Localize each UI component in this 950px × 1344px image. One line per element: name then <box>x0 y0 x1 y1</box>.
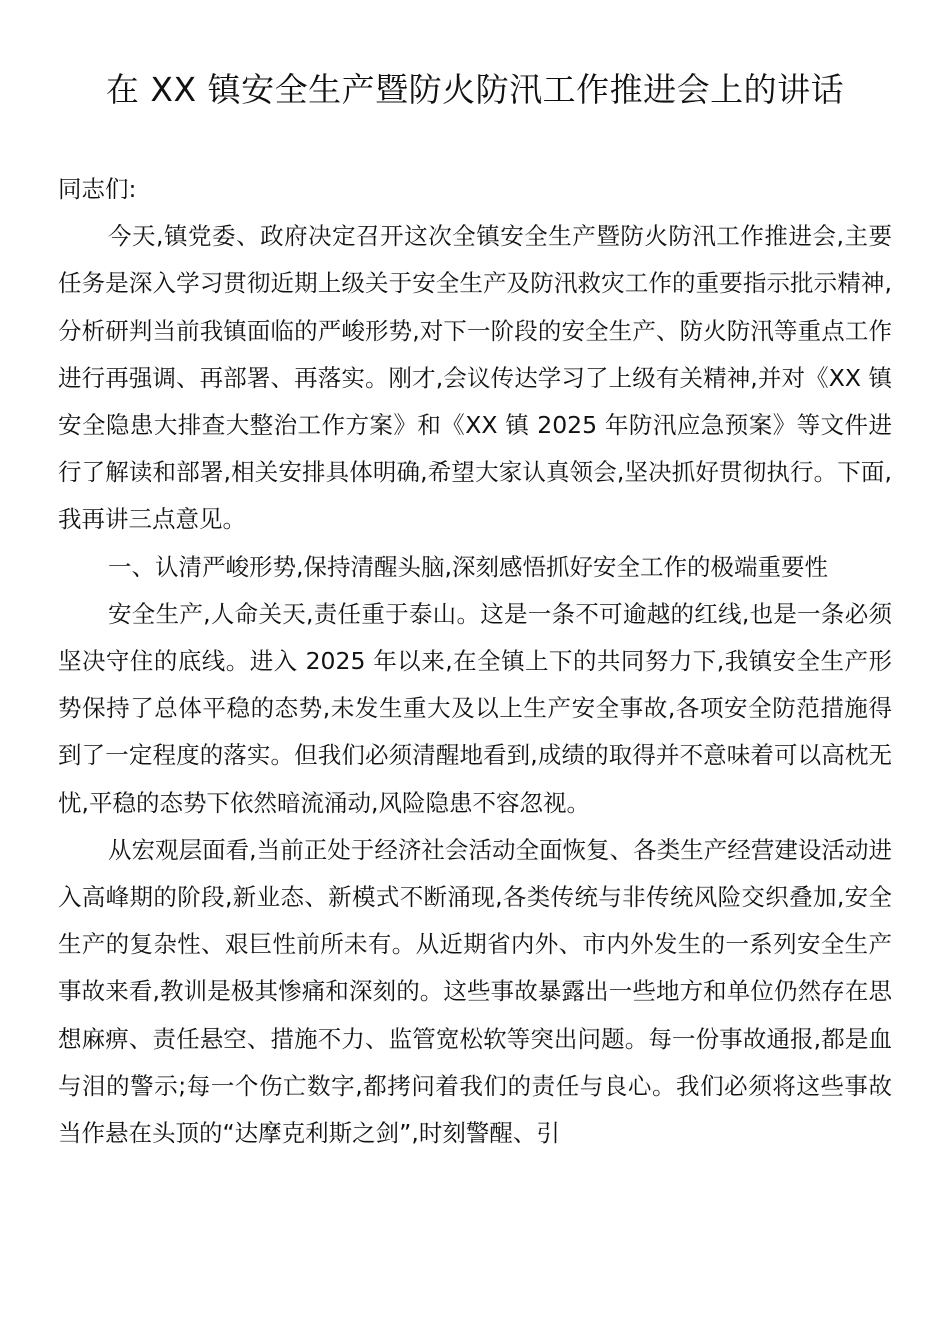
paragraph-intro: 今天,镇党委、政府决定召开这次全镇安全生产暨防火防汛工作推进会,主要任务是深入学习贯彻近期上级关于安全生产及防汛救灾工作的重要指示批示精神,分析研判当前我镇面临的严峻形势,对下一阶段的安全生产、防火防汛等重点工作进行再强调、再部署、再落实。刚才,会议传达学习了上级有关精神,并对《XX 镇安全隐患大排查大整治工作方案》和《XX 镇 2025 年防汛应急预案》等文件进行了解读和部署,相关安排具体明确,希望大家认真领会,坚决抓好贯彻执行。下面,我再讲三点意见。 <box>58 222 892 534</box>
document-body <box>58 166 892 1157</box>
section-heading: 一、认清严峻形势,保持清醒头脑,深刻感悟抓好安全工作的极端重要性 <box>108 552 828 581</box>
salutation: 同志们: <box>58 175 137 203</box>
document-title: 在 XX 镇安全生产暨防火防汛工作推进会上的讲话 <box>105 70 845 109</box>
paragraph-macro: 从宏观层面看,当前正处于经济社会活动全面恢复、各类生产经营建设活动进入高峰期的阶段,新业态、新模式不断涌现,各类传统与非传统风险交织叠加,安全生产的复杂性、艰巨性前所未有。从近期省内外、市内外发生的一系列安全生产事故来看,教训是极其惨痛和深刻的。这些事故暴露出一些地方和单位仍然存在思想麻痹、责任悬空、措施不力、监管宽松软等突出问题。每一份事故通报,都是血与泪的警示;每一个伤亡数字,都拷问着我们的责任与良心。我们必须将这些事故当作悬在头顶的“达摩克利斯之剑”,时刻警醒、引 <box>58 835 892 1148</box>
paragraph-safety: 安全生产,人命关天,责任重于泰山。这是一条不可逾越的红线,也是一条必须坚决守住的底线。进入 2025 年以来,在全镇上下的共同努力下,我镇安全生产形势保持了总体平稳的态势,未发生重大及以上生产安全事故,各项安全防范措施得到了一定程度的落实。但我们必须清醒地看到,成绩的取得并不意味着可以高枕无忧,平稳的态势下依然暗流涌动,风险隐患不容忽视。 <box>58 599 892 817</box>
